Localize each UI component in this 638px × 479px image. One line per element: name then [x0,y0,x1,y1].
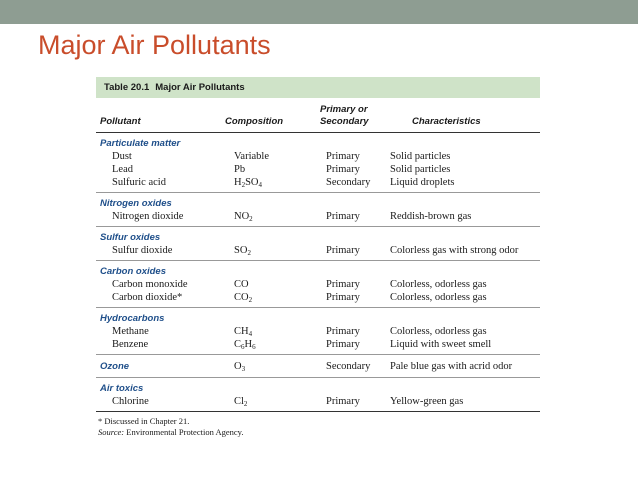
table-row [96,150,540,163]
header-characteristics: Characteristics [412,116,481,127]
cell-characteristics: Liquid droplets [390,177,455,188]
cell-characteristics: Colorless, odorless gas [390,326,487,337]
group-heading: Particulate matter [100,138,181,149]
table-row [96,291,540,304]
cell-type: Primary [326,245,360,256]
cell-composition: Pb [234,164,246,175]
cell-type: Secondary [326,361,371,372]
table-number: Table 20.1 [104,82,150,93]
pollutant-group [96,261,540,308]
table-row [96,278,540,291]
cell-composition: $NO_2$ [234,211,253,223]
header-type-line1: Primary or [320,104,368,115]
cell-type: Primary [326,339,360,350]
cell-composition: Variable [234,151,269,162]
group-heading: Nitrogen oxides [100,198,172,209]
group-heading: Sulfur oxides [100,232,161,243]
table-title: Major Air Pollutants [155,82,245,93]
header-type-line2: Secondary [320,116,369,127]
cell-type: Secondary [326,177,371,188]
cell-pollutant: Dust [112,151,132,162]
header-pollutant: Pollutant [100,116,141,127]
pollutant-group [96,227,540,261]
cell-composition: $H_2SO_4$ [234,177,263,189]
cell-characteristics: Pale blue gas with acrid odor [390,361,513,372]
cell-composition: $CH_4$ [234,326,253,338]
cell-pollutant: Nitrogen dioxide [112,211,184,222]
cell-pollutant: Sulfur dioxide [112,245,173,256]
table-row [96,325,540,338]
footnote: * Discussed in Chapter 21. [98,416,190,426]
cell-composition: $SO_2$ [234,245,251,257]
table-row [96,176,540,189]
cell-pollutant: Carbon dioxide* [112,292,183,303]
cell-type: Primary [326,279,360,290]
pollutant-group [96,378,540,412]
cell-type: Primary [326,211,360,222]
cell-type: Primary [326,396,360,407]
cell-composition: $CO_2$ [234,292,253,304]
table-row [96,395,540,408]
table-row [96,163,540,176]
group-heading: Ozone [100,361,130,372]
table-body [96,133,540,412]
group-heading: Hydrocarbons [100,313,165,324]
table-row [96,244,540,257]
source-line [98,427,540,438]
header-composition: Composition [225,116,284,127]
cell-pollutant: Sulfuric acid [112,177,166,188]
table-row [96,210,540,223]
cell-characteristics: Yellow-green gas [390,396,464,407]
cell-pollutant: Chlorine [112,396,149,407]
source-label: Source: [98,427,125,437]
table-caption [96,77,540,98]
cell-characteristics: Solid particles [390,164,451,175]
cell-composition: $C_6H_6$ [234,339,256,351]
cell-pollutant: Methane [112,326,149,337]
pollutant-group [96,308,540,355]
cell-characteristics: Colorless gas with strong odor [390,245,519,256]
cell-composition: $O_3$ [234,361,246,373]
cell-pollutant: Benzene [112,339,149,350]
cell-type: Primary [326,326,360,337]
table-footnotes [96,416,540,438]
cell-type: Primary [326,151,360,162]
group-heading: Air toxics [100,383,144,394]
top-accent-bar [0,0,638,24]
pollutant-group [96,133,540,193]
group-heading: Carbon oxides [100,266,166,277]
cell-composition: $Cl_2$ [234,396,248,408]
pollutant-group [96,355,540,378]
cell-type: Primary [326,164,360,175]
pollutants-table [96,77,540,438]
cell-characteristics: Reddish-brown gas [390,211,472,222]
source-text: Environmental Protection Agency. [126,427,244,437]
cell-characteristics: Liquid with sweet smell [390,339,492,350]
cell-pollutant: Carbon monoxide [112,279,188,290]
cell-type: Primary [326,292,360,303]
cell-characteristics: Colorless, odorless gas [390,279,487,290]
slide-title: Major Air Pollutants [38,30,271,60]
cell-characteristics: Colorless, odorless gas [390,292,487,303]
header-type [320,104,369,128]
cell-composition: CO [234,279,249,290]
cell-characteristics: Solid particles [390,151,451,162]
table-header-row [96,98,540,133]
pollutant-group [96,193,540,227]
table-row [96,359,540,374]
cell-pollutant: Lead [112,164,133,175]
table-row [96,338,540,351]
